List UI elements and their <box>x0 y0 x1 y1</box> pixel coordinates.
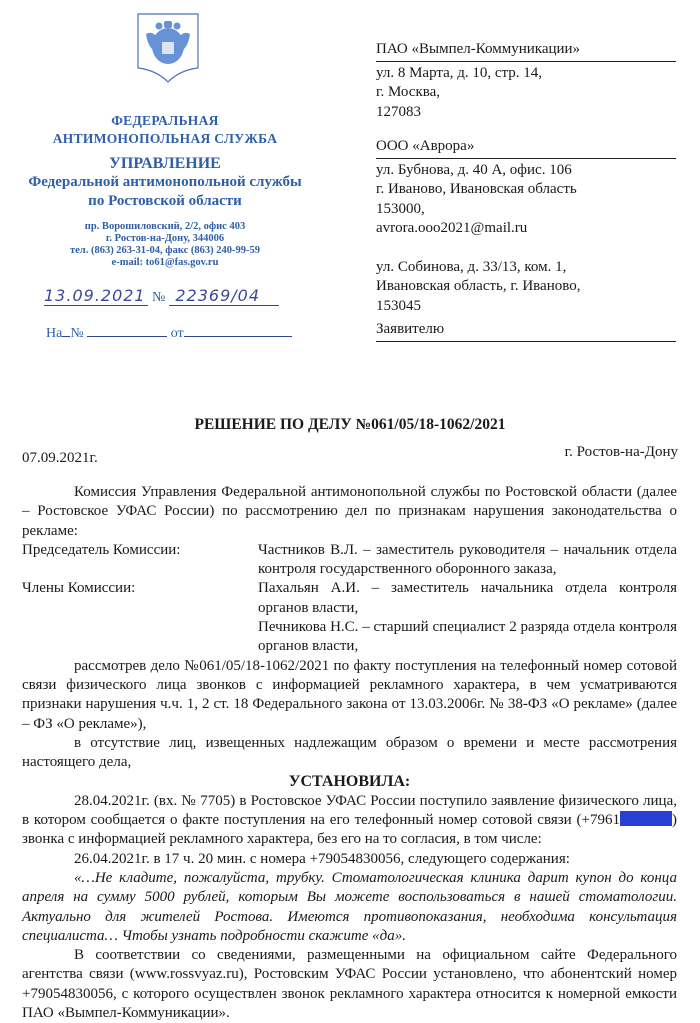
coat-of-arms-icon <box>136 12 200 84</box>
call-details-paragraph: 26.04.2021г. в 17 ч. 20 мин. с номера +79054830056, следующего содержания: <box>74 850 570 867</box>
chairman-row: Председатель Комиссии: Частников В.Л. – заместитель руководителя – начальник отдела контроля государственного оборонного заказа, <box>22 541 677 578</box>
ad-quote-paragraph: «…Не кладите, пожалуйста, трубку. Стоматологическая клиника дарит купон до конца апреля на сумму 5000 рублей, которым Вы можете воспользоваться в нашей стоматологии. Актуально для жителей Ростова. Имеются противопоказания, необходима консультация специалиста… Чтобы узнать подробности скажите «да». <box>22 869 677 944</box>
considered-paragraph: рассмотрев дело №061/05/18-1062/2021 по факту поступления на телефонный номер сотовой связи физического лица звонков с информацией рекламного характера, в чем усматриваются признаки нарушения ч.ч. 1, 2 ст. 18 Федерального закона от 13.03.2006г. № 38-ФЗ «О рекламе» (далее – ФЗ «О рекламе»), <box>22 657 677 732</box>
reply-reference: На № от <box>46 326 306 342</box>
members-row: Члены Комиссии: Пахальян А.И. – заместитель начальника отдела контроля органов власти, Печникова Н.С. – старший специалист 2 разряда отдела контроля органов власти, <box>22 580 677 655</box>
intro-paragraph: Комиссия Управления Федеральной антимонопольной службы по Ростовской области (далее – Ростовское УФАС России) по рассмотрению дел по признакам нарушения законодательства о рекламе: <box>22 484 677 539</box>
reply-date-blank <box>184 336 292 337</box>
redacted-phone-block <box>620 811 672 826</box>
recipient-name: ПАО «Вымпел-Коммуникации» <box>376 40 676 62</box>
recipient-email: avrora.ooo2021@mail.ru <box>376 220 528 236</box>
outgoing-number: 22369/04 <box>169 286 279 306</box>
outgoing-registration <box>44 286 304 306</box>
agency-name: ФЕДЕРАЛЬНАЯ АНТИМОНОПОЛЬНАЯ СЛУЖБА <box>52 113 278 146</box>
rossvyaz-paragraph: В соответствии со сведениями, размещенными на официальном сайте Федерального агентства связи (www.rossvyaz.ru), Ростовским УФАС России установлено, что абонентский номер +79054830056, с которого осуществлен звонок рекламного характера относится к номерной емкости ПАО «Вымпел-Коммуникации». <box>22 947 677 1022</box>
established-heading: УСТАНОВИЛА: <box>288 773 411 791</box>
recipient-avrora: ООО «Аврора» ул. Бубнова, д. 40 А, офис. 106 г. Иваново, Ивановская область 153000, avrora.ooo2021@mail.ru ул. Собинова, д. 33/13, ком. 1, Ивановская область, г. Иваново, 153045 <box>376 137 676 316</box>
document-city: г. Ростов-на-Дону <box>564 444 678 460</box>
office-email-line: e-mail: to61@fas.gov.ru <box>111 257 219 268</box>
recipient-name: ООО «Аврора» <box>376 137 676 159</box>
absence-paragraph: в отсутствие лиц, извещенных надлежащим образом о времени и месте рассмотрения настоящего дела, <box>22 734 677 771</box>
number-label: № <box>152 290 166 305</box>
office-phone-line: тел. (863) 263-31-04, факс (863) 240-99-59 <box>69 245 261 256</box>
outgoing-date: 13.09.2021 <box>44 286 148 306</box>
reply-number-blank <box>87 336 167 337</box>
document-body <box>22 483 677 1023</box>
office-address-line: пр. Ворошиловский, 2/2, офис 403 <box>84 221 246 232</box>
office-contacts <box>0 221 330 269</box>
office-city-line: г. Ростов-на-Дону, 344006 <box>105 233 225 244</box>
document-title: РЕШЕНИЕ ПО ДЕЛУ №061/05/18-1062/2021 <box>194 416 506 433</box>
recipient-applicant <box>376 320 676 344</box>
recipient-beeline: ПАО «Вымпел-Коммуникации» ул. 8 Марта, д. 10, стр. 14, г. Москва, 127083 <box>376 40 676 122</box>
complaint-paragraph: 28.04.2021г. (вх. № 7705) в Ростовское УФАС России поступило заявление физического лица, в котором сообщается о факте поступления на его телефонный номер сотовой связи (+7961 ) звонка с информацией рекламного характера, без его на то согласия, в том числе: <box>22 792 677 848</box>
recipient-name: Заявителю <box>376 320 676 342</box>
document-date: 07.09.2021г. <box>22 450 98 466</box>
office-name: УПРАВЛЕНИЕ Федеральной антимонопольной службы по Ростовской области <box>28 155 302 209</box>
